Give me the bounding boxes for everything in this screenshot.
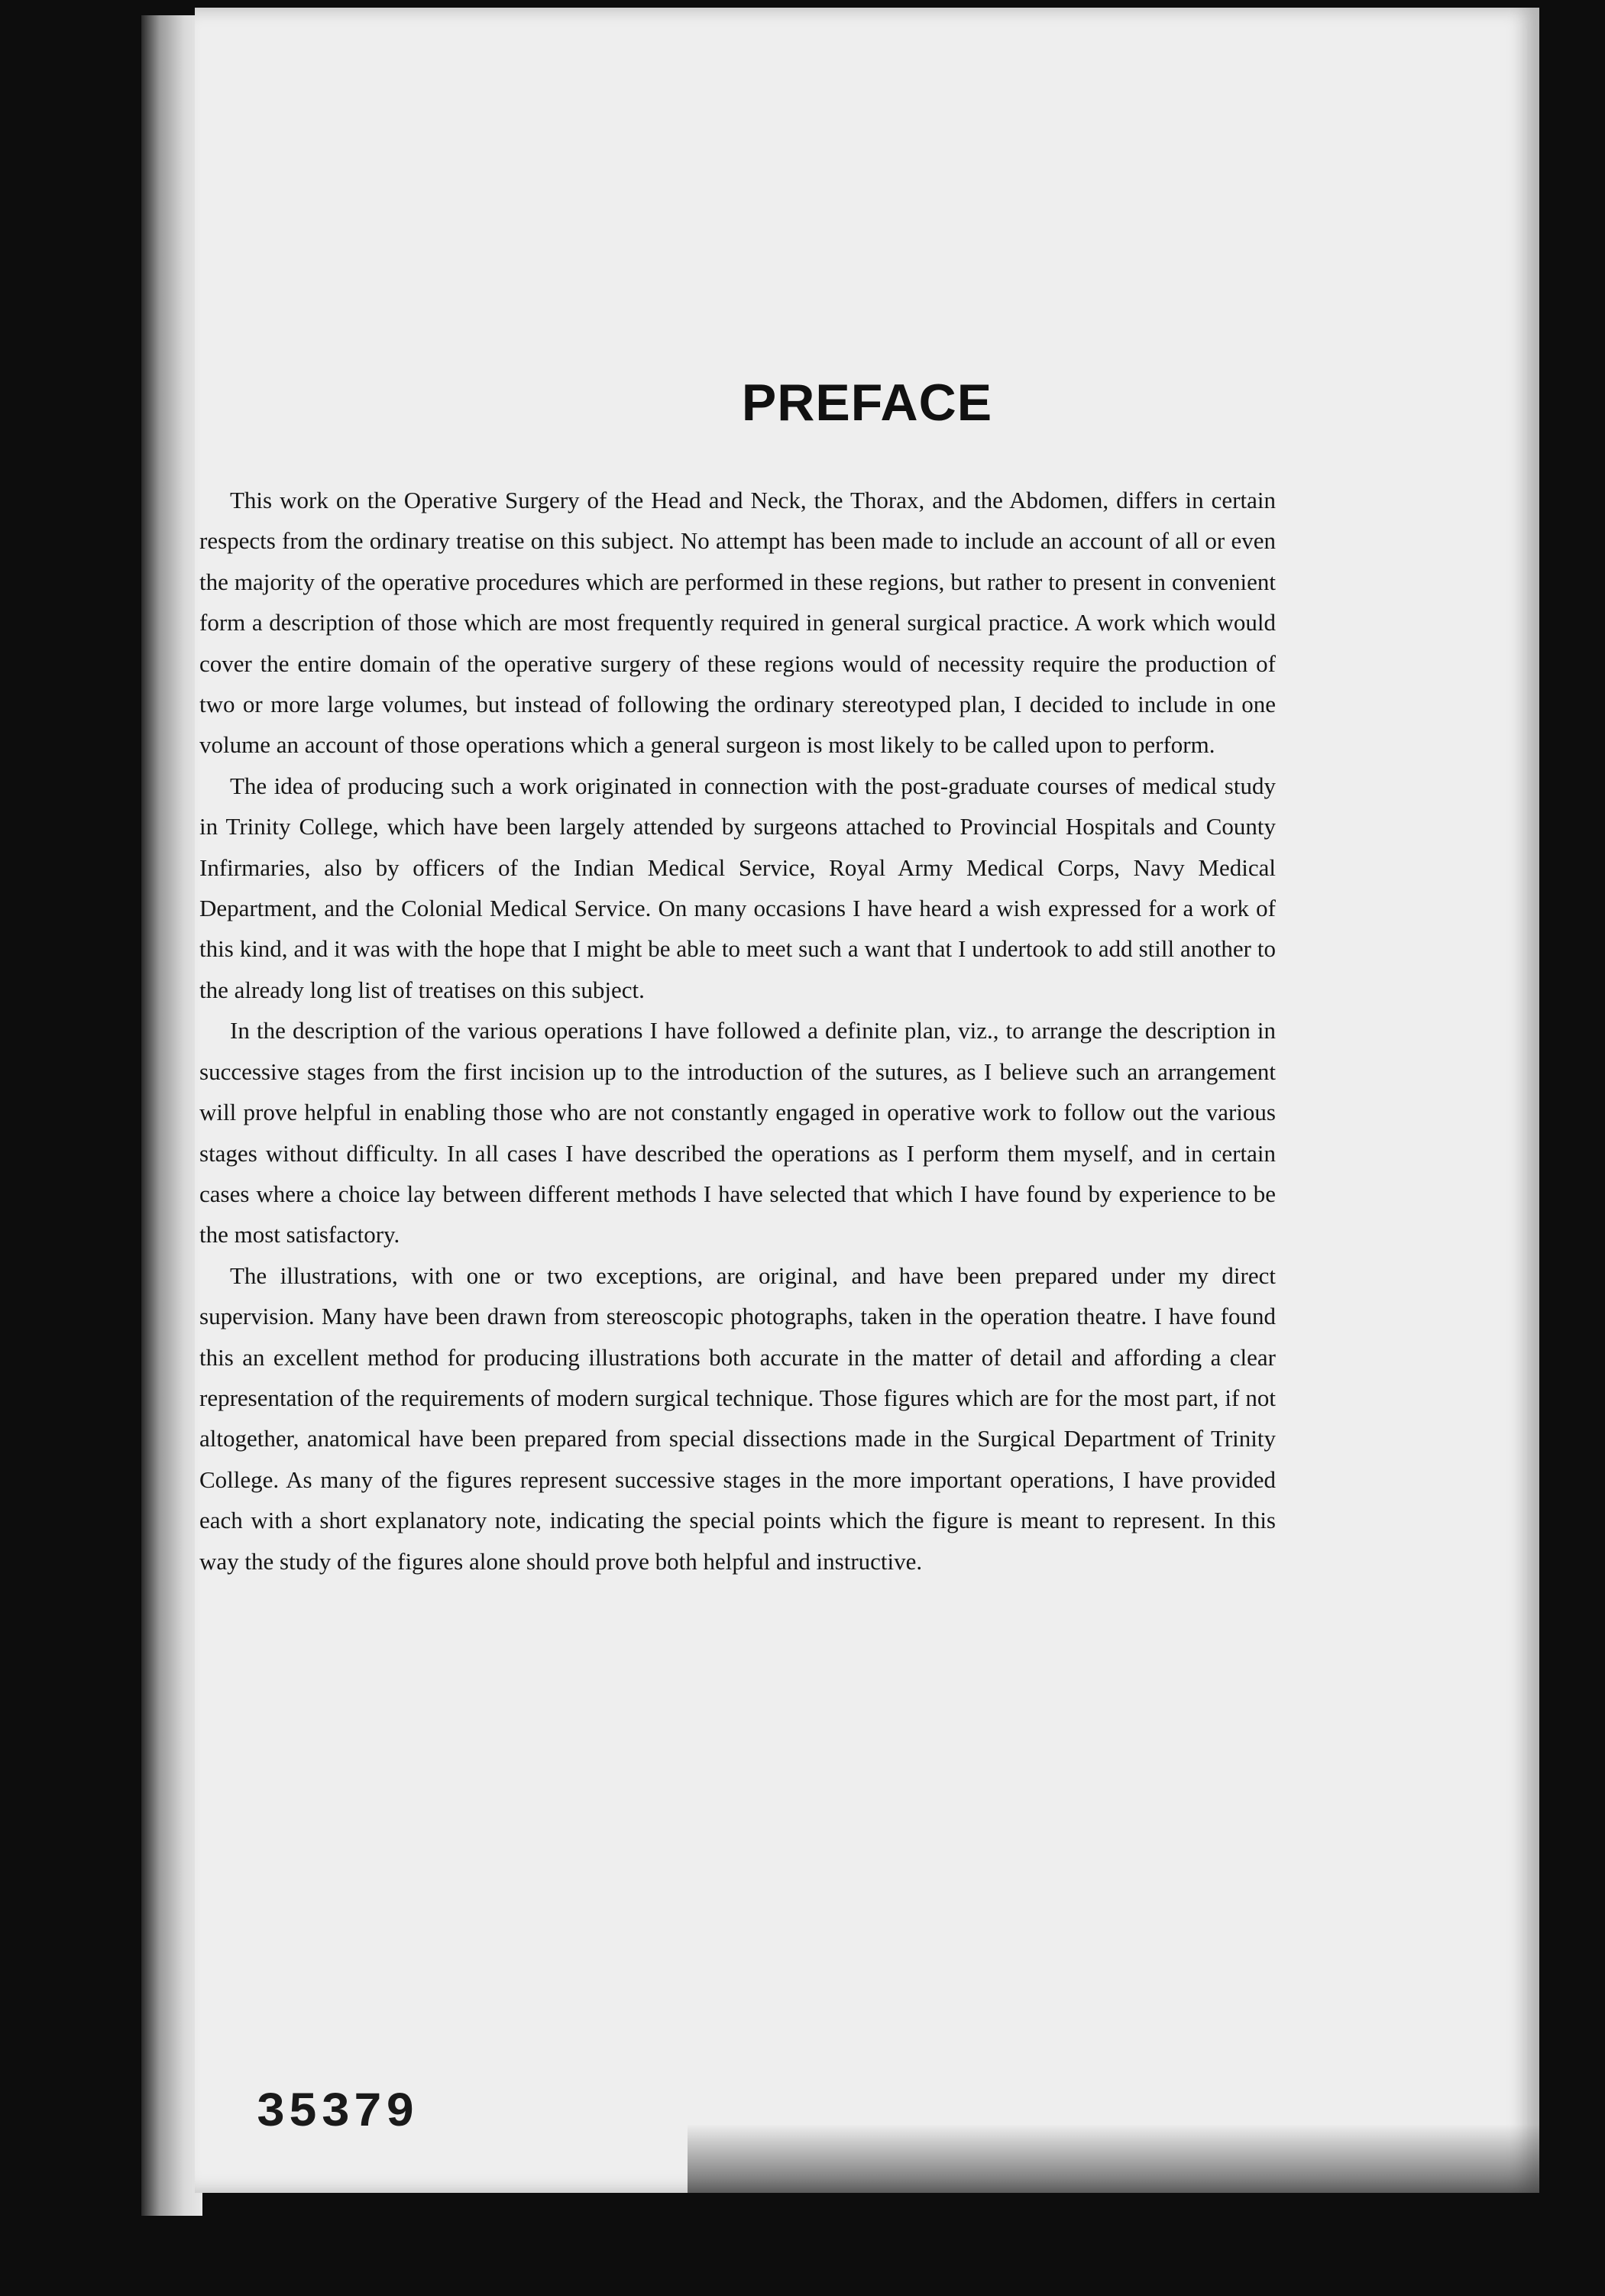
preface-paragraph-4: The illustrations, with one or two exceptions, are original, and have been prepared under my direct supervision. Many have been drawn from stereoscopic photographs, taken in the operation theatre. I have found this an excellent method for producing illustrations both accurate in the matter of detail and affording a clear representation of the requirements of modern surgical technique. Those figures which are for the most part, if not altogether, anatomical have been prepared from special dissections made in the Surgical Department of Trinity College. As many of the figures represent successive stages in the more important operations, I have provided each with a short explanatory note, indicating the special points which the figure is meant to represent. In this way the study of the figures alone should prove both helpful and instructive. <box>199 1261 1276 1575</box>
preface-paragraph-2: The idea of producing such a work originated in connection with the post-graduate courses of medical study in Trinity College, which have been largely attended by surgeons attached to Provincial Hospitals and County Infirmaries, also by officers of the Indian Medical Service, Royal Army Medical Corps, Navy Medical Department, and the Colonial Medical Service. On many occasions I have heard a wish expressed for a work of this kind, and it was with the hope that I might be able to meet such a want that I undertook to add still another to the already long list of treatises on this subject. <box>199 772 1276 1003</box>
preface-paragraph-3: In the description of the various operations I have followed a definite plan, viz., to arrange the description in successive stages from the first incision up to the introduction of the sutures, as I believe such an arrangement will prove helpful in enabling those who are not constantly engaged in operative work to follow out the various stages without difficulty. In all cases I have described the operations as I perform them myself, and in certain cases where a choice lay between different methods I have selected that which I have found by experience to be the most satisfactory. <box>199 1017 1276 1248</box>
preface-paragraph-1: This work on the Operative Surgery of the Head and Neck, the Thorax, and the Abdomen, differs in certain respects from the ordinary treatise on this subject. No attempt has been made to include an account of all or even the majority of the operative procedures which are performed in these regions, but rather to present in convenient form a description of those which are most frequently required in general surgical practice. A work which would cover the entire domain of the operative surgery of these regions would of necessity require the production of two or more large volumes, but instead of following the ordinary stereotyped plan, I decided to include in one volume an account of those operations which a general surgeon is most likely to be called upon to perform. <box>199 487 1276 759</box>
scan-shadow <box>688 2124 1605 2296</box>
library-stamp-number: 35379 <box>256 2086 419 2141</box>
preface-body <box>199 480 1276 1582</box>
book-spine-edge <box>141 15 202 2216</box>
page-title: PREFACE <box>741 374 993 432</box>
